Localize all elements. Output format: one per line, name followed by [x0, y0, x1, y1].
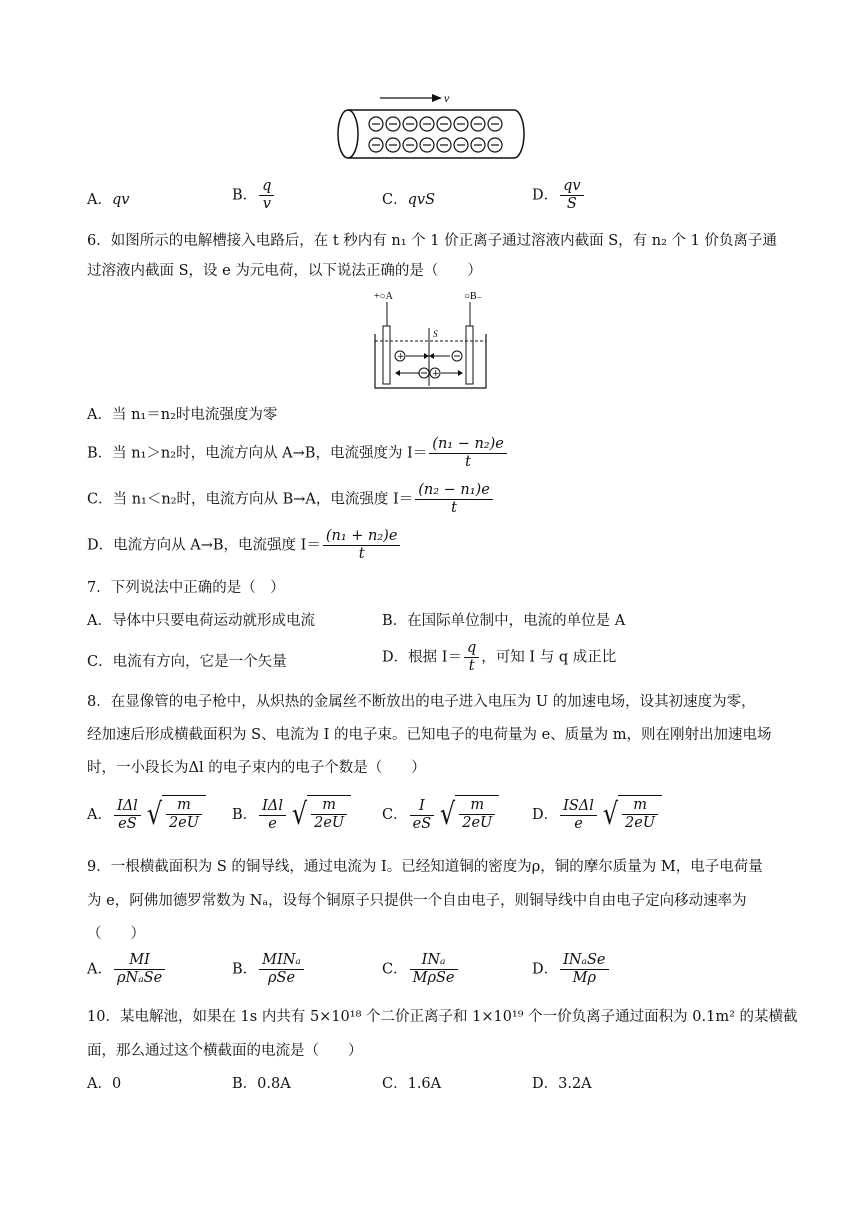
q9-stem-line2: 为 e，阿佛加德罗常数为 Nₐ，设每个铜原子只提供一个自由电子，则铜导线中自由电子定向移动速率为 — [87, 893, 747, 909]
terminal-a-label: +○A — [374, 291, 393, 302]
q7-option-c[interactable]: C．电流有方向，它是一个矢量 — [87, 654, 287, 670]
q8-stem-line3: 时，一小段长为Δl 的电子束内的电子个数是（ ） — [87, 760, 426, 776]
q8-stem-line2: 经加速后形成横截面积为 S、电流为 I 的电子束。已知电子的电荷量为 e、质量为 m，则在刚射出加速电场 — [87, 727, 772, 743]
q6-stem-line2: 过溶液内截面 S，设 e 为元电荷，以下说法正确的是（ ） — [87, 263, 482, 279]
q7-option-b[interactable]: B．在国际单位制中，电流的单位是 A — [382, 613, 626, 629]
q9-option-b[interactable]: B． $\frac{\text{MINₐ}}{\text{ρSe}}$ — [232, 952, 306, 987]
q10-option-d[interactable]: D．3.2A — [532, 1076, 592, 1092]
q10-option-a[interactable]: A．0 — [87, 1076, 122, 1092]
section-s-label: S — [433, 329, 438, 339]
q10-option-c[interactable]: C．1.6A — [382, 1076, 442, 1092]
terminal-b-label: ○B₋ — [464, 291, 482, 302]
q7-stem: 7．下列说法中正确的是（ ） — [87, 580, 285, 596]
electrolytic-cell-figure — [372, 288, 492, 390]
svg-text:+: + — [432, 369, 440, 379]
q6-option-c[interactable]: C．当 n₁＜n₂时，电流方向从 B→A，电流强度 I＝ $\frac{\text{(n₂ − n₁)e}}{t}$ — [87, 482, 495, 517]
velocity-label: v — [444, 91, 450, 105]
q8-option-c[interactable]: C． $\frac{I}{eS}$ √ $\frac{m}{2eU}$ — [382, 795, 499, 835]
q6-option-d[interactable]: D．电流方向从 A→B，电流强度 I＝ $\frac{\text{(n₁ + n₂)e}}{t}$ — [87, 528, 402, 563]
q5-option-b[interactable]: B． $\frac{q}{v}$ — [232, 178, 276, 213]
q8-option-b[interactable]: B． $\frac{\text{IΔl}}{e}$ √ $\frac{m}{2eU}$ — [232, 795, 351, 835]
q9-stem-line3: （ ） — [87, 926, 145, 942]
q8-option-d[interactable]: D． $\frac{\text{ISΔl}}{e}$ √ $\frac{m}{2eU}$ — [532, 795, 662, 835]
q5-option-c[interactable]: C．qvS — [382, 192, 436, 208]
q5-option-a[interactable]: A．qv — [87, 192, 130, 208]
q10-option-b[interactable]: B．0.8A — [232, 1076, 291, 1092]
q5-option-d[interactable]: D． $\frac{qv}{S}$ — [532, 178, 586, 213]
q8-stem-line1: 8．在显像管的电子枪中，从炽热的金属丝不断放出的电子进入电压为 U 的加速电场，设其初速度为零， — [87, 694, 756, 710]
q7-option-d[interactable]: D．根据 I＝ $\frac{q}{t}$ ，可知 I 与 q 成正比 — [382, 640, 617, 674]
q6-option-a[interactable]: A．当 n₁＝n₂时电流强度为零 — [87, 407, 278, 423]
q6-stem-line1: 6．如图所示的电解槽接入电路后，在 t 秒内有 n₁ 个 1 价正离子通过溶液内截面 S，有 n₂ 个 1 价负离子通 — [87, 233, 777, 249]
q9-option-c[interactable]: C． $\frac{\text{INₐ}}{\text{MρSe}}$ — [382, 952, 460, 987]
q9-stem-line1: 9．一根横截面积为 S 的铜导线，通过电流为 I。已经知道铜的密度为ρ，铜的摩尔质量为 M，电子电荷量 — [87, 859, 763, 875]
q10-stem-line1: 10．某电解池，如果在 1s 内共有 5×10¹⁸ 个二价正离子和 1×10¹⁹ 个一价负离子通过面积为 0.1m² 的某横截 — [87, 1009, 798, 1025]
q10-stem-line2: 面，那么通过这个横截面的电流是（ ） — [87, 1043, 363, 1059]
q9-option-d[interactable]: D． $\frac{\text{INₐSe}}{M\rho}$ — [532, 952, 611, 987]
q9-option-a[interactable]: A． $\frac{MI}{\text{ρNₐSe}}$ — [87, 952, 167, 987]
q6-option-b[interactable]: B．当 n₁＞n₂时，电流方向从 A→B，电流强度为 I＝ $\frac{\text{(n₁ − n₂)e}}{t}$ — [87, 436, 509, 471]
q8-option-a[interactable]: A． $\frac{\text{IΔl}}{eS}$ √ $\frac{m}{2eU}$ — [87, 795, 206, 835]
q7-option-a[interactable]: A．导体中只要电荷运动就形成电流 — [87, 613, 315, 629]
svg-text:+: + — [397, 352, 405, 362]
cylinder-figure — [332, 88, 532, 160]
